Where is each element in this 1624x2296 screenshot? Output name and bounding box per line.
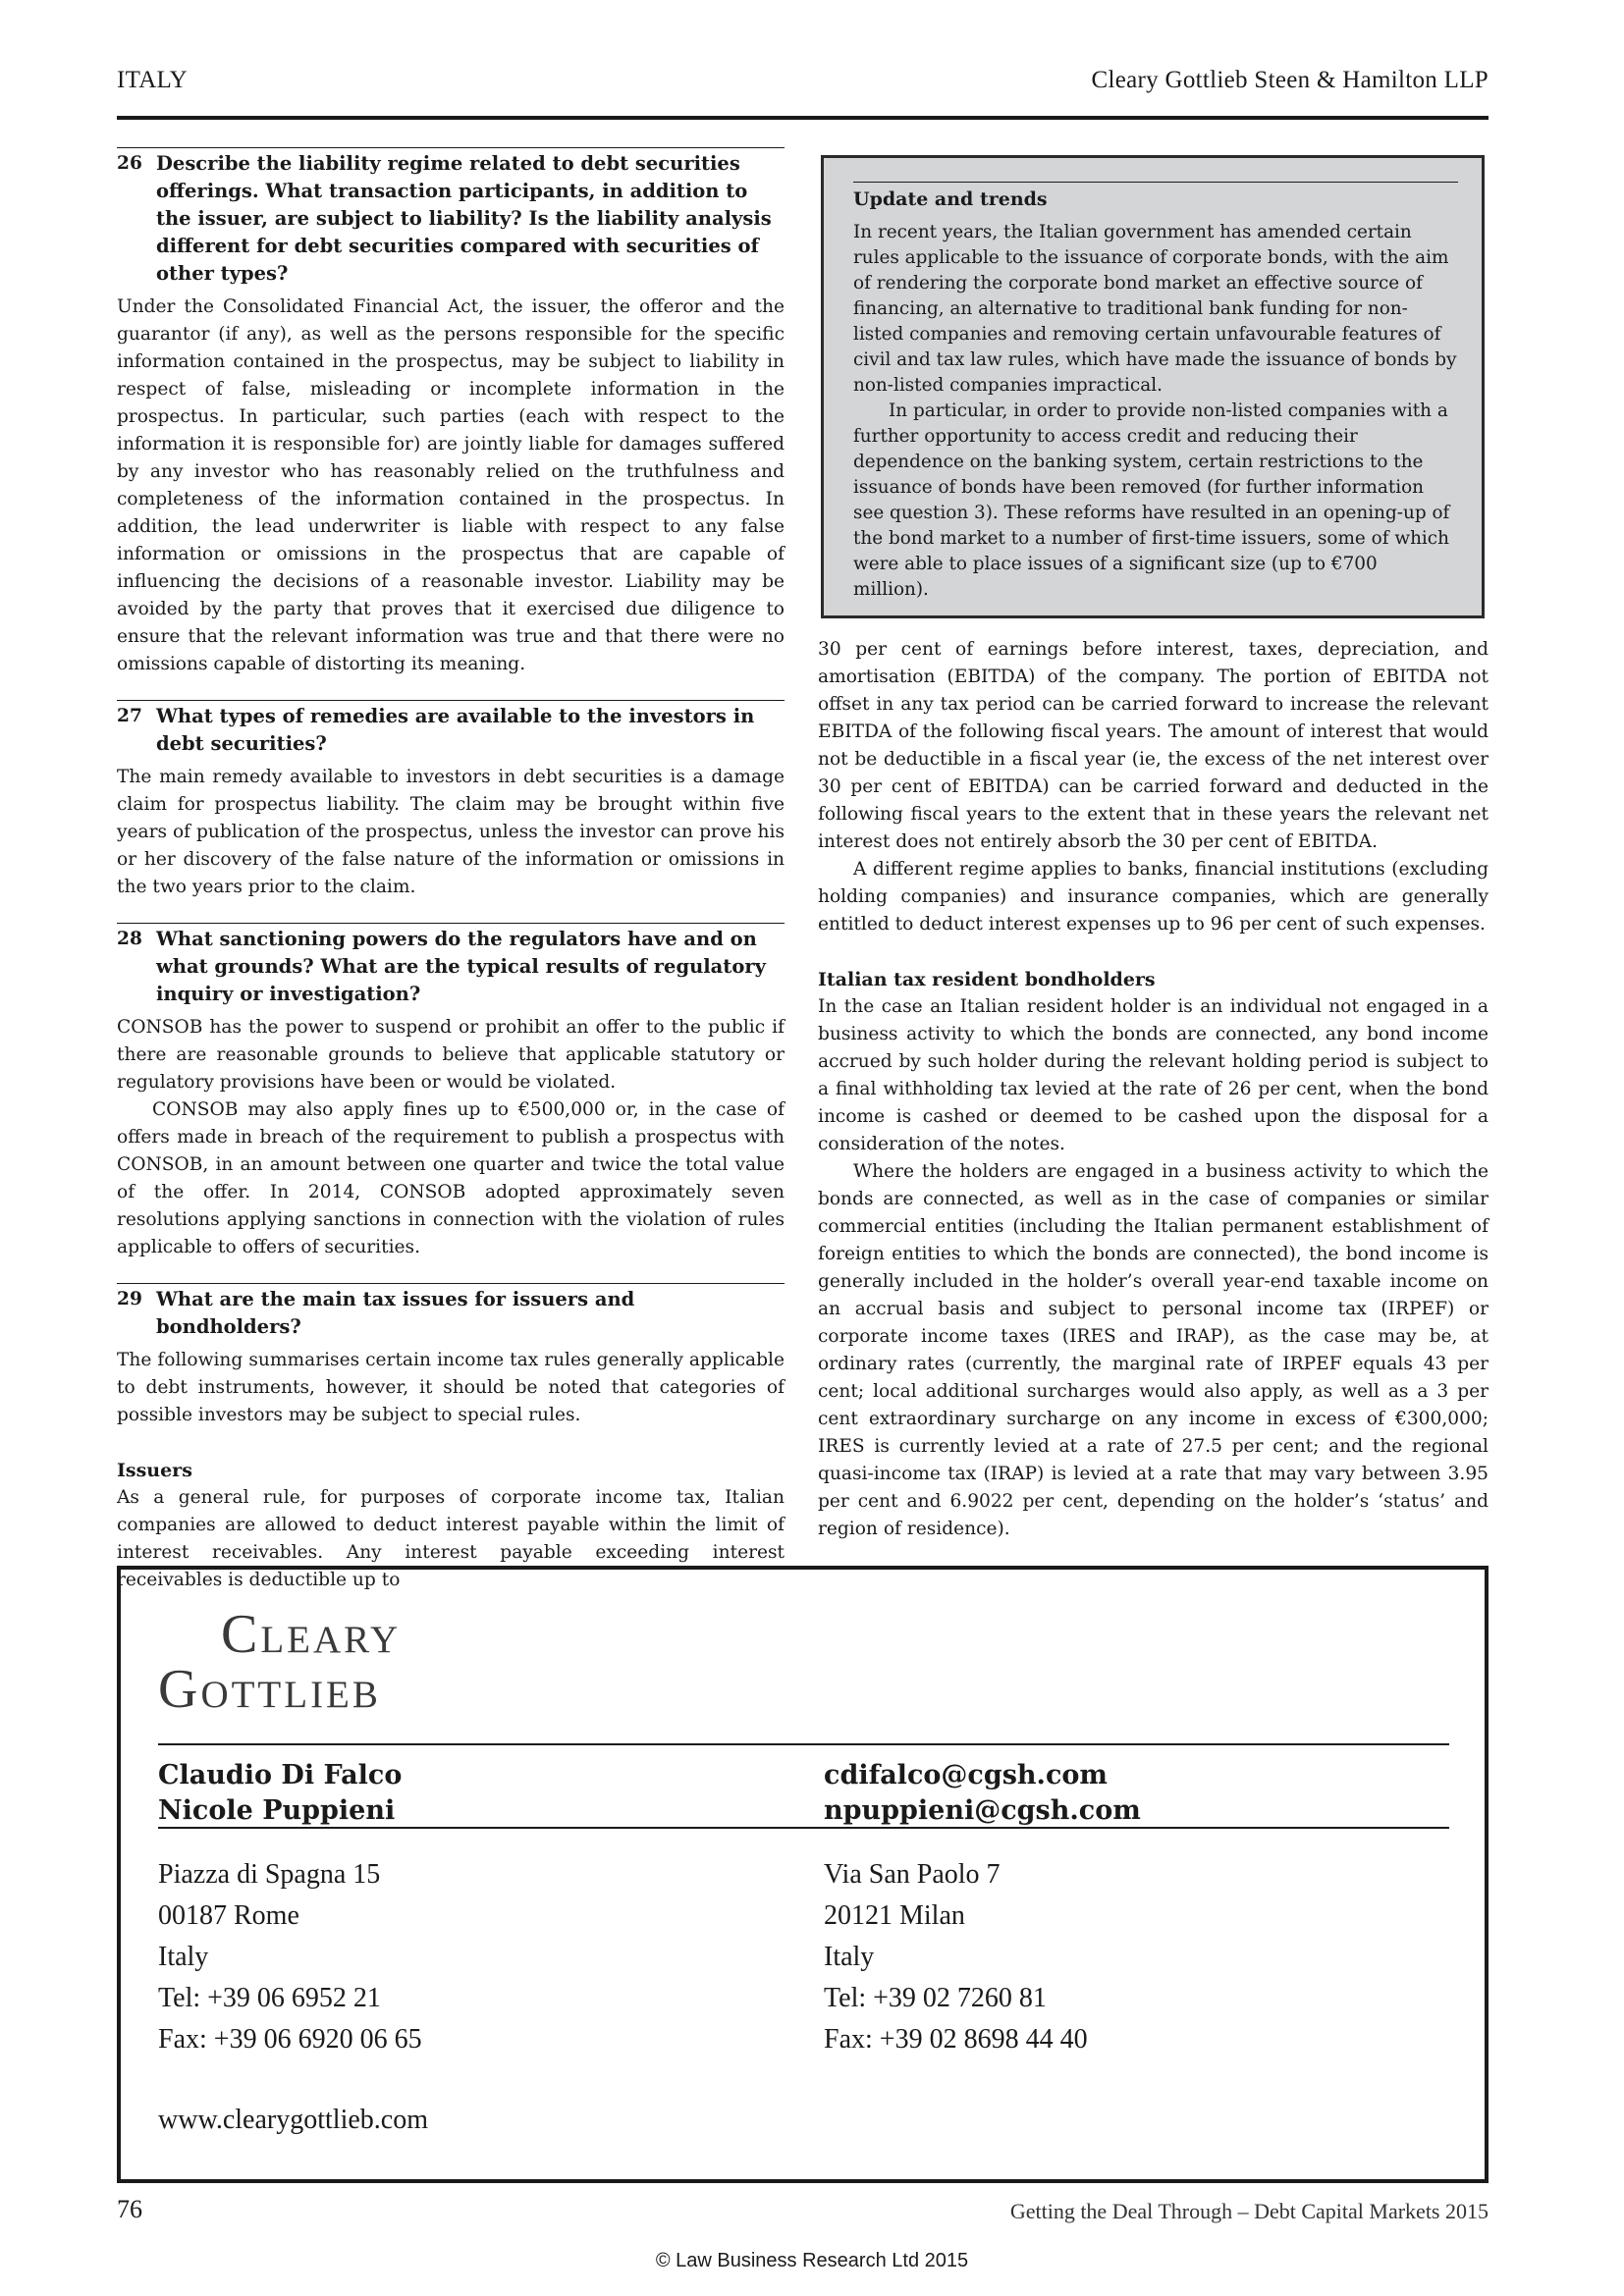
question-text: What sanctioning powers do the regulators have and on what grounds? What are the typical results of regulatory inquiry or investigation? xyxy=(156,928,766,1005)
question-text: What are the main tax issues for issuers and bondholders? xyxy=(156,1288,635,1338)
right-paragraph-2: A different regime applies to banks, financial institutions (excluding holding companies) and insurance companies, which are generally entitled to deduct interest expenses up to 96 per cent of such expenses. xyxy=(818,859,1489,934)
contact-box xyxy=(117,1566,1489,2183)
milan-country: Italy xyxy=(824,1942,875,1972)
question-number: 29 xyxy=(117,1289,142,1309)
question-number: 27 xyxy=(117,706,142,726)
website-link[interactable]: www.clearygottlieb.com xyxy=(158,2105,428,2135)
logo-line-1: Cleary xyxy=(221,1604,402,1665)
question-29 xyxy=(117,1283,785,1341)
rome-tel: Tel: +39 06 6952 21 xyxy=(158,1983,381,2013)
question-26 xyxy=(117,147,785,288)
milan-address xyxy=(824,1854,1088,2060)
answer-27: The main remedy available to investors in debt securities is a damage claim for prospectus liability. The claim may be brought within five years of publication of the prospectus, unless the investor can prove his or her discovery of the false nature of the information or omissions in the two years prior to the claim. xyxy=(117,767,785,897)
milan-street: Via San Paolo 7 xyxy=(824,1859,1001,1890)
question-number: 26 xyxy=(117,153,142,174)
answer-28-p2: CONSOB may also apply fines up to €500,000 or, in the case of offers made in breach of the requirement to publish a prospectus with CONSOB, in an amount between one quarter and twice the total value of the offer. In 2014, CONSOB adopted approximately seven resolutions applying sanctions in connection with the violation of rules applicable to offers of securities. xyxy=(117,1099,785,1257)
milan-fax: Fax: +39 02 8698 44 40 xyxy=(824,2024,1088,2055)
trends-paragraph-2: In particular, in order to provide non-listed companies with a further opportunity to access credit and reducing their dependence on the banking system, certain restrictions to the issuance of bonds have been removed (for further information see question 3). These reforms have resulted in an opening-up of the bond market to a number of first-time issuers, some of which were able to place issues of a significant size (up to €700 million). xyxy=(853,400,1450,600)
contact-names xyxy=(158,1758,402,1829)
contact-name-1: Claudio Di Falco xyxy=(158,1760,403,1790)
question-text: Describe the liability regime related to debt securities offerings. What transaction participants, in addition to the issuer, are subject to liability? Is the liability analysis different for debt securities compared with securities of other types? xyxy=(156,152,772,285)
logo-line-2: Gottlieb xyxy=(158,1659,381,1720)
milan-city: 20121 Milan xyxy=(824,1900,965,1931)
bondholders-heading: Italian tax resident bondholders xyxy=(818,969,1156,990)
issuers-heading: Issuers xyxy=(117,1460,192,1481)
question-text: What types of remedies are available to the investors in debt securities? xyxy=(156,705,755,755)
trends-paragraph-1: In recent years, the Italian government has amended certain rules applicable to the issuance of corporate bonds, with the aim of rendering the corporate bond market an effective source of financing, an alternative to traditional bank funding for non-listed companies and removing certain unfavourable features of civil and tax law rules, which have made the issuance of bonds by non-listed companies impractical. xyxy=(853,222,1457,396)
rome-street: Piazza di Spagna 15 xyxy=(158,1859,381,1890)
copyright-notice: © Law Business Research Ltd 2015 xyxy=(655,2250,969,2271)
answer-29: The following summarises certain income tax rules generally applicable to debt instruments, however, it should be noted that categories of possible investors may be subject to special rules. xyxy=(117,1350,785,1425)
rome-address xyxy=(158,1854,422,2060)
contact-name-2: Nicole Puppieni xyxy=(158,1795,396,1826)
answer-28-p1: CONSOB has the power to suspend or prohibit an offer to the public if there are reasonable grounds to believe that applicable statutory or regulatory provisions have been or would be violated. xyxy=(117,1017,785,1093)
contact-emails xyxy=(824,1758,1141,1829)
right-paragraph-4: Where the holders are engaged in a business activity to which the bonds are connected, as well as in the case of companies or similar commercial entities (including the Italian permanent establishment of foreign entities to which the bonds are connected), the bond income is generally included in the holder’s overall year-end taxable income on an accrual basis and subject to personal income tax (IRPEF) or corporate income taxes (IRES and IRAP), as the case may be, at ordinary rates (currently, the marginal rate of IRPEF equals 43 per cent; local additional surcharges would also apply, as well as a 3 per cent extraordinary surcharge on any income in excess of €300,000; IRES is currently levied at a rate of 27.5 per cent; and the regional quasi-income tax (IRAP) is levied at a rate that may vary between 3.95 per cent and 6.9022 per cent, depending on the holder’s ‘status’ and region of residence). xyxy=(818,1161,1489,1539)
header-country: ITALY xyxy=(117,67,188,93)
left-column xyxy=(117,147,785,1594)
contact-rule-top xyxy=(158,1743,1449,1745)
right-column xyxy=(818,636,1489,1543)
question-number: 28 xyxy=(117,929,142,949)
rome-city: 00187 Rome xyxy=(158,1900,299,1931)
email-link-2[interactable]: npuppieni@cgsh.com xyxy=(824,1795,1141,1826)
page-number: 76 xyxy=(117,2195,142,2223)
trends-title: Update and trends xyxy=(853,182,1458,212)
email-link-1[interactable]: cdifalco@cgsh.com xyxy=(824,1760,1108,1790)
header-firm: Cleary Gottlieb Steen & Hamilton LLP xyxy=(1091,67,1489,93)
update-and-trends-box xyxy=(821,155,1485,618)
right-paragraph-1: 30 per cent of earnings before interest, taxes, depreciation, and amortisation (EBITDA) of the company. The portion of EBITDA not offset in any tax period can be carried forward to increase the relevant EBITDA of the following fiscal years. The amount of interest that would not be deductible in a fiscal year (ie, the excess of the net interest over 30 per cent of EBITDA) can be carried forward and deducted in the following fiscal years to the extent that in these years the relevant net interest does not entirely absorb the 30 per cent of EBITDA. xyxy=(818,639,1489,852)
header-rule xyxy=(117,116,1489,120)
right-paragraph-3: In the case an Italian resident holder is an individual not engaged in a business activity to which the bonds are connected, any bond income accrued by such holder during the relevant holding period is subject to a final withholding tax levied at the rate of 26 per cent, when the bond income is cashed or deemed to be cashed upon the disposal for a consideration of the notes. xyxy=(818,996,1489,1154)
answer-26: Under the Consolidated Financial Act, the issuer, the offeror and the guarantor (if any), as well as the persons responsible for the specific information contained in the prospectus, may be subject to liability in respect of false, misleading or incomplete information in the prospectus. In particular, such parties (each with respect to the information it is responsible for) are jointly liable for damages suffered by any investor who has reasonably relied on the truthfulness and completeness of the information contained in the prospectus. In addition, the lead underwriter is liable with respect to any false information or omissions in the prospectus that are capable of influencing the decisions of a reasonable investor. Liability may be avoided by the party that proves that it exercised due diligence to ensure that the relevant information was true and that there were no omissions capable of distorting its meaning. xyxy=(117,296,785,674)
rome-country: Italy xyxy=(158,1942,209,1972)
cleary-gottlieb-logo xyxy=(158,1604,402,1720)
issuers-text: As a general rule, for purposes of corporate income tax, Italian companies are allowed to deduct interest payable within the limit of interest receivables. Any interest payable exceeding interest receivables is deductible up to xyxy=(117,1487,785,1590)
milan-tel: Tel: +39 02 7260 81 xyxy=(824,1983,1047,2013)
question-27 xyxy=(117,700,785,758)
question-28 xyxy=(117,923,785,1008)
contact-rule-bottom xyxy=(158,1827,1449,1829)
rome-fax: Fax: +39 06 6920 06 65 xyxy=(158,2024,422,2055)
publication-title: Getting the Deal Through – Debt Capital Markets 2015 xyxy=(1009,2199,1489,2223)
